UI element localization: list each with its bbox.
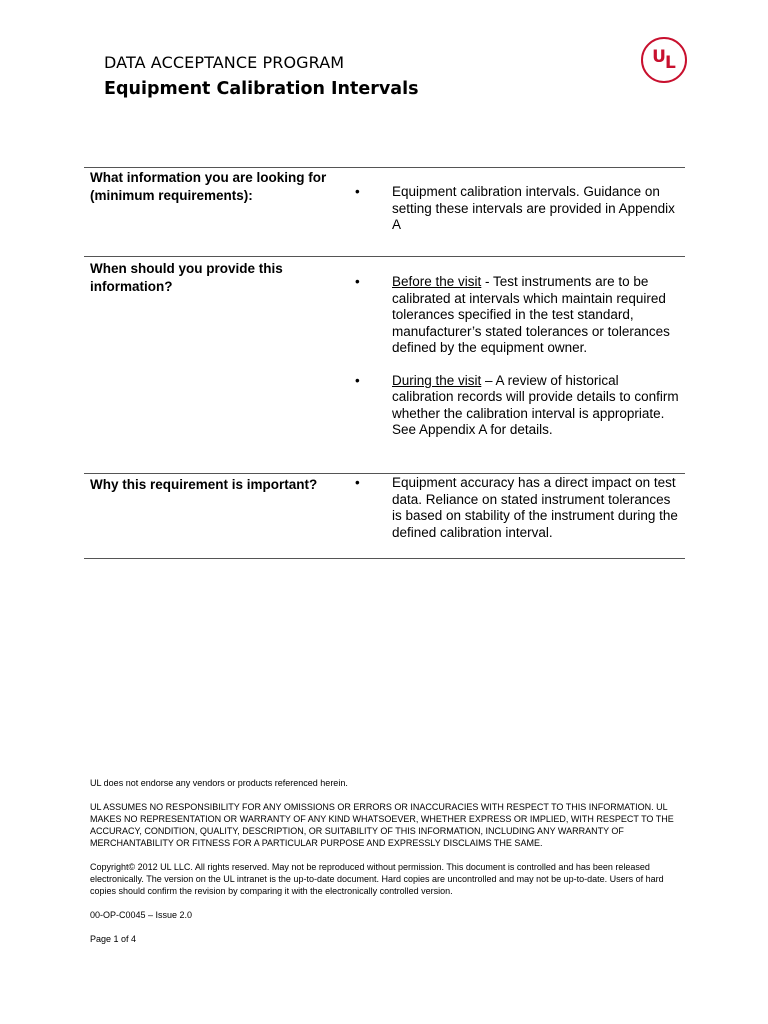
bullet-body: - Test instruments are to be calibrated at intervals which maintain required tolerances specified in the test standard, manufacturer’s stated tolerances or tolerances defined by the equipment owner.: [392, 274, 670, 355]
requirement-answer: [354, 168, 685, 256]
bullet-text: Equipment calibration intervals. Guidance on setting these intervals are provided in Appendix A: [392, 184, 675, 232]
bullet-item: [354, 274, 685, 357]
requirement-question: Why this requirement is important?: [90, 477, 318, 492]
bullet-icon: •: [355, 184, 360, 199]
requirement-answer: [354, 474, 685, 558]
document-title: Equipment Calibration Intervals: [104, 79, 419, 99]
page-number: Page 1 of 4: [90, 934, 137, 944]
bullet-icon: •: [355, 274, 360, 289]
requirement-row: [84, 256, 685, 473]
requirement-row: [84, 168, 685, 256]
endorsement-note: UL does not endorse any vendors or products referenced herein.: [90, 778, 348, 788]
disclaimer: UL ASSUMES NO RESPONSIBILITY FOR ANY OMISSIONS OR ERRORS OR INACCURACIES WITH RESPECT TO THIS INFORMATION. UL MAKES NO REPRESENTATION OR WARRANTY OF ANY KIND WHATSOEVER, WHETHER EXPRESS OR IMPLIED, WITH RESPECT TO THE ACCURACY, CONDITION, QUALITY, DESCRIPTION, OR SUITABILITY OF THIS INFORMATION, INCLUDING ANY WARRANTY OF MERCHANTABILITY OR FITNESS FOR A PARTICULAR PURPOSE AND EXPRESSLY DISCLAIMS THE SAME.: [90, 802, 674, 848]
requirement-question: What information you are looking for (minimum requirements):: [90, 170, 327, 203]
requirement-answer: [354, 257, 685, 473]
bullet-body: – A review of historical calibration records will provide details to confirm whether the calibration interval is appropriate. See Appendix A for details.: [392, 372, 679, 437]
bullet-lead: During the visit: [392, 372, 482, 388]
bullet-text: [392, 373, 685, 439]
requirements-table: [84, 167, 685, 559]
ul-logo-u: U: [652, 47, 666, 67]
requirement-question: When should you provide this information?: [90, 261, 283, 294]
bullet-item: [354, 475, 685, 541]
copyright-notice: Copyright© 2012 UL LLC. All rights reserved. May not be reproduced without permission. This document is controlled and has been released electronically. The version on the UL intranet is the up-to-date document. Hard copies are uncontrolled and may not be up-to-date. Users of hard copies should confirm the revision by comparing it with the electronically controlled version.: [90, 862, 664, 896]
bullet-lead: Before the visit: [392, 274, 482, 289]
program-name: DATA ACCEPTANCE PROGRAM: [104, 53, 345, 72]
ul-logo-l: L: [664, 53, 676, 73]
bullet-icon: •: [355, 475, 360, 490]
bullet-text: [392, 274, 685, 357]
bullet-text: Equipment accuracy has a direct impact on test data. Reliance on stated instrument tolerances is based on stability of the instrument during the defined calibration interval.: [392, 475, 678, 540]
ul-logo: [641, 37, 687, 83]
document-id: 00-OP-C0045 – Issue 2.0: [90, 910, 193, 920]
bullet-item: [354, 184, 685, 234]
bullet-icon: •: [355, 372, 360, 388]
requirement-row: [84, 473, 685, 558]
footer: [90, 777, 690, 957]
bullet-item: [354, 373, 685, 439]
